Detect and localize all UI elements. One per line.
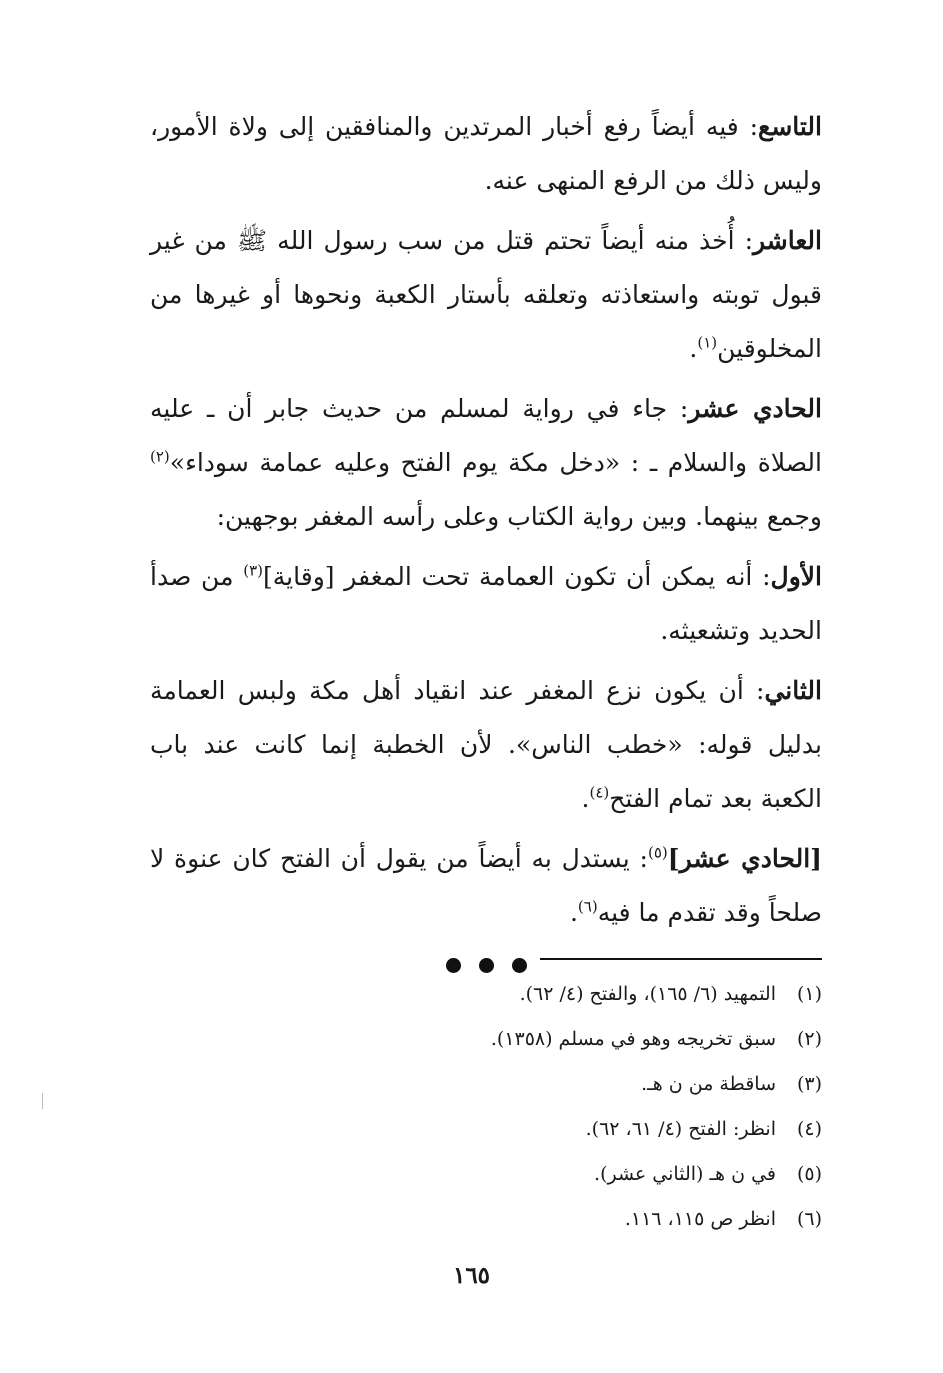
footnote-text: انظر: الفتح (٤/ ٦١، ٦٢). [585, 1118, 776, 1140]
divider-dot [512, 958, 527, 973]
paragraph-text: : فيه أيضاً رفع أخبار المرتدين والمنافقين إلى ولاة الأمور، وليس ذلك من الرفع المنهى عنه. [150, 112, 822, 195]
footnote-ref: (٣) [243, 561, 264, 580]
paragraph-lead: العاشر [753, 226, 822, 255]
footnote-number: (٤) [796, 1118, 822, 1140]
paragraph-second-way [150, 664, 822, 826]
paragraph-tail: . [581, 784, 590, 813]
paragraph-tail: من صدأ الحديد وتشعيثه. [150, 562, 822, 645]
footnote-item [150, 972, 822, 1017]
paragraph-tenth [150, 214, 822, 376]
footnote-item [150, 1062, 822, 1107]
paragraph-text: : يستدل به أيضاً من يقول أن الفتح كان عنوة لا صلحاً وقد تقدم ما فيه [150, 844, 822, 927]
footnote-number: (١) [796, 983, 822, 1005]
paragraph-tail: . [569, 898, 578, 927]
paragraph-text: : أنه يمكن أن تكون العمامة تحت المغفر [وقاية] [263, 562, 771, 591]
page-number: ١٦٥ [452, 1262, 491, 1289]
paragraph-first-way [150, 550, 822, 658]
main-text [150, 100, 822, 998]
footnote-number: (٥) [796, 1163, 822, 1185]
footnote-item [150, 1197, 822, 1242]
footnote-number: (٦) [796, 1208, 822, 1230]
footnote-ref: (١) [697, 333, 718, 352]
paragraph-lead: التاسع [758, 112, 822, 141]
footnote-ref: (٦) [577, 897, 598, 916]
footnote-ref: (٥) [647, 843, 668, 862]
paragraph-lead: الثاني [764, 676, 822, 705]
paragraph-tail: . [689, 334, 698, 363]
paragraph-text: : جاء في رواية لمسلم من حديث جابر أن ـ عليه الصلاة والسلام ـ : «دخل مكة يوم الفتح وعليه عمامة سوداء» [150, 394, 822, 477]
footnote-number: (٢) [796, 1028, 822, 1050]
footnote-item [150, 1152, 822, 1197]
divider-dot [479, 958, 494, 973]
paragraph-lead: الحادي عشر [688, 394, 822, 423]
footnote-text: انظر ص ١١٥، ١١٦. [624, 1208, 776, 1230]
paragraph-eleventh-bracketed [150, 832, 822, 940]
footnote-separator [540, 958, 822, 960]
footnote-text: سبق تخريجه وهو في مسلم (١٣٥٨). [490, 1028, 776, 1050]
footnote-item [150, 1107, 822, 1152]
footnote-ref: (٤) [589, 783, 610, 802]
paragraph-eleventh [150, 382, 822, 544]
footnote-number: (٣) [796, 1073, 822, 1095]
margin-mark [42, 1093, 43, 1109]
paragraph-text: : أُخذ منه أيضاً تحتم قتل من سب رسول الله ﷺ من غير قبول توبته واستعاذته وتعلقه بأستار الكعبة ونحوها أو غيرها من المخلوقين [150, 226, 822, 363]
footnote-text: في ن هـ (الثاني عشر). [594, 1163, 776, 1185]
footnote-ref: (٢) [150, 447, 170, 466]
footnotes [150, 972, 822, 1242]
divider-dot [446, 958, 461, 973]
paragraph-ninth [150, 100, 822, 208]
footnote-text: ساقطة من ن هـ. [641, 1073, 776, 1095]
paragraph-text: : أن يكون نزع المغفر عند انقياد أهل مكة ولبس العمامة بدليل قوله: «خطب الناس». لأن الخطبة إنما كانت عند باب الكعبة بعد تمام الفتح [150, 676, 822, 813]
paragraph-tail: وجمع بينهما. وبين رواية الكتاب وعلى رأسه المغفر بوجهين: [216, 502, 822, 531]
footnote-text: التمهيد (٦/ ١٦٥)، والفتح (٤/ ٦٢). [519, 983, 776, 1005]
paragraph-lead: الأول [770, 562, 822, 591]
paragraph-lead: [الحادي عشر] [667, 844, 822, 873]
footnote-item [150, 1017, 822, 1062]
